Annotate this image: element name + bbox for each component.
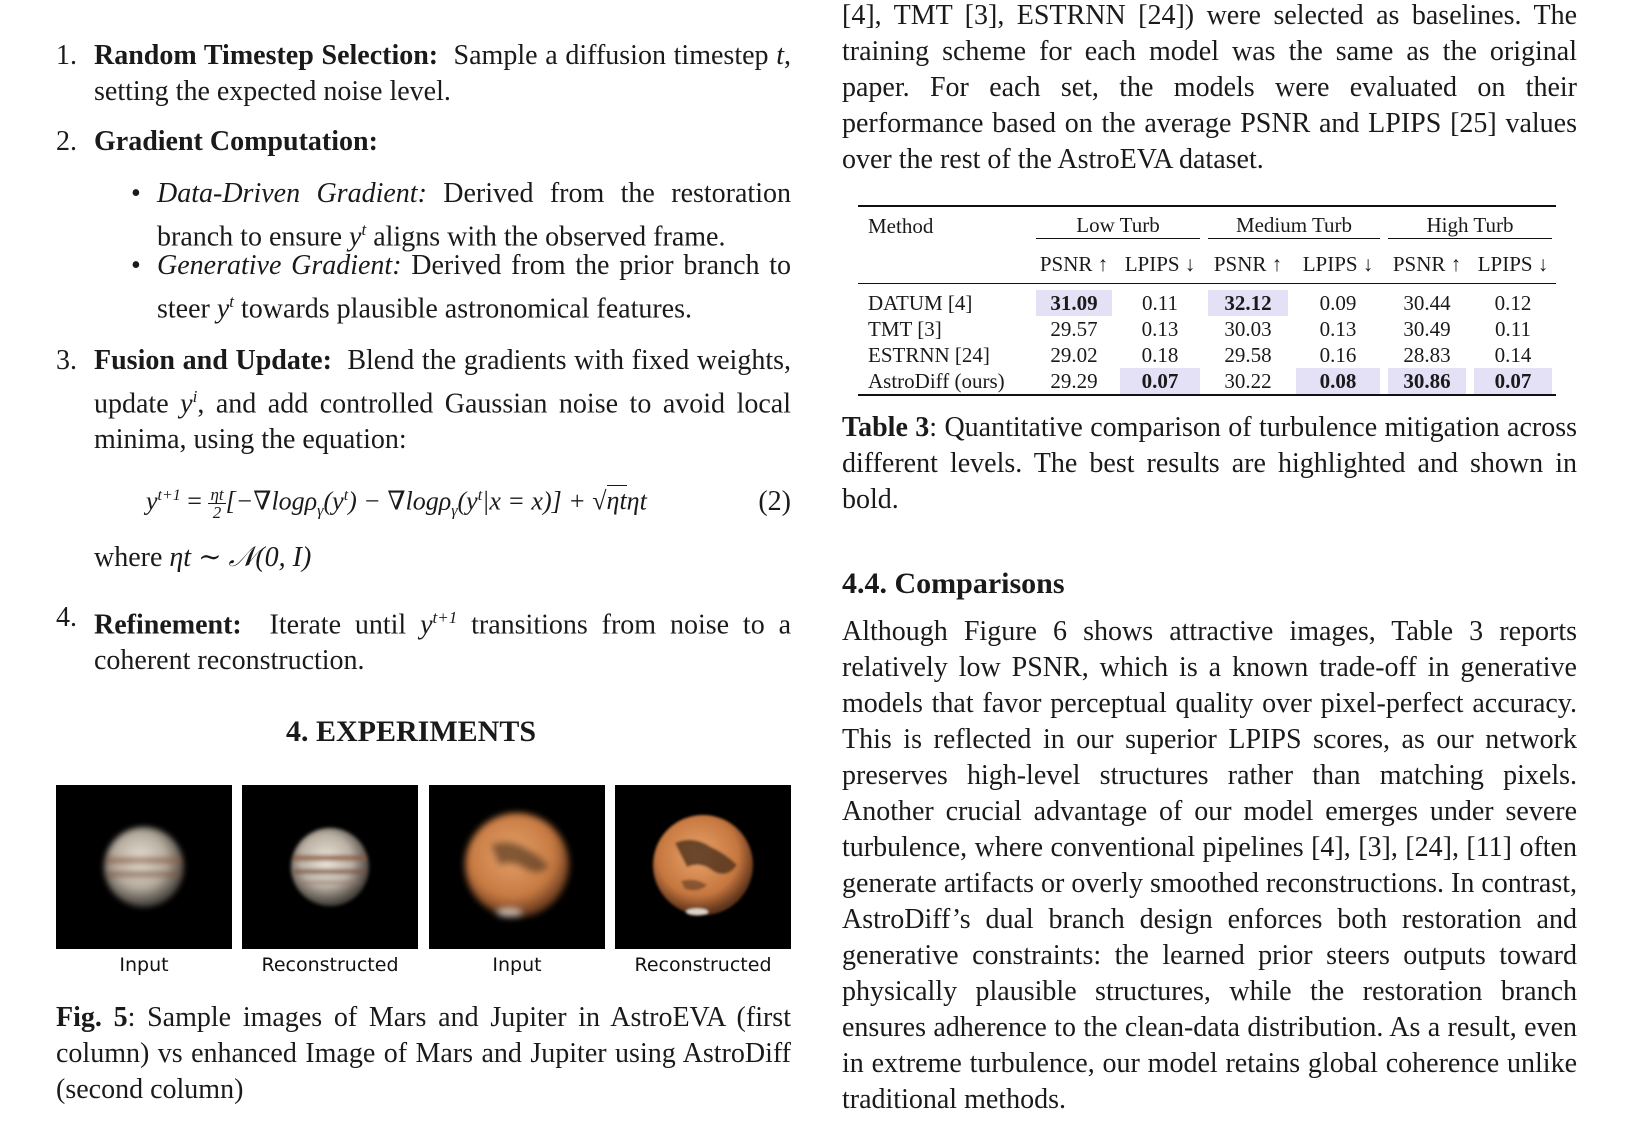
value-cell bbox=[1032, 316, 1116, 342]
step-text: Iterate until bbox=[269, 609, 421, 641]
step-number: 4. bbox=[56, 602, 77, 633]
table-3-caption bbox=[842, 410, 1577, 518]
value-cell bbox=[1032, 342, 1116, 368]
value-cell bbox=[1204, 368, 1292, 395]
section-title-experiments: 4. EXPERIMENTS bbox=[286, 715, 537, 748]
where-math: ηt ∼ 𝒩(0, I) bbox=[169, 542, 312, 573]
value-cell bbox=[1292, 342, 1384, 368]
metric-header: LPIPS ↓ bbox=[1116, 245, 1204, 284]
step-3 bbox=[56, 343, 792, 458]
group-header bbox=[1384, 206, 1556, 245]
value-text: 29.29 bbox=[1050, 369, 1098, 393]
image-label: Input bbox=[119, 954, 169, 976]
value-text: 32.12 bbox=[1208, 290, 1288, 316]
step-4 bbox=[56, 600, 792, 679]
eq-sqrt-arg: ηt bbox=[606, 486, 627, 516]
value-text: 30.49 bbox=[1403, 317, 1451, 341]
math-var: y bbox=[420, 609, 433, 641]
value-text: 0.08 bbox=[1296, 368, 1380, 394]
value-cell bbox=[1116, 316, 1204, 342]
eq-sub: γ bbox=[317, 502, 324, 520]
step-text: , and add controlled Gaussian noise to avoid local minima, using the equation: bbox=[94, 388, 791, 456]
intro-paragraph: [4], TMT [3], ESTRNN [24]) were selected as baselines. The training scheme for each model was the same as the original paper. For each set, the models were evaluated on their performance based on the average PSNR and LPIPS [25] values over the rest of the AstroEVA dataset. bbox=[842, 0, 1577, 175]
value-cell bbox=[1116, 284, 1204, 317]
eq-lhs: y bbox=[146, 486, 158, 516]
value-text: 0.11 bbox=[1495, 317, 1531, 341]
value-cell bbox=[1116, 368, 1204, 395]
value-cell bbox=[1204, 342, 1292, 368]
value-cell bbox=[1292, 284, 1384, 317]
value-text: 0.14 bbox=[1494, 343, 1532, 367]
value-text: 31.09 bbox=[1036, 290, 1112, 316]
value-text: 0.16 bbox=[1319, 343, 1357, 367]
bullet-data-driven bbox=[131, 176, 791, 255]
math-sup: t bbox=[229, 292, 235, 311]
value-text: 0.13 bbox=[1319, 317, 1357, 341]
bullet-dot: • bbox=[131, 250, 141, 281]
eq-lhs-sup: t+1 bbox=[157, 486, 181, 504]
math-sup: t+1 bbox=[432, 608, 458, 627]
caption-text: : Sample images of Mars and Jupiter in AstroEVA (first column) vs enhanced Image of Mars and Jupiter using AstroDiff (second column) bbox=[56, 1002, 791, 1105]
blank-cell bbox=[858, 245, 1032, 284]
group-label: Low Turb bbox=[1036, 213, 1200, 239]
value-text: 0.07 bbox=[1474, 368, 1552, 394]
value-cell bbox=[1292, 316, 1384, 342]
value-text: 29.58 bbox=[1224, 343, 1272, 367]
value-text: 29.02 bbox=[1050, 343, 1098, 367]
value-cell bbox=[1470, 368, 1556, 395]
value-cell bbox=[1204, 316, 1292, 342]
step-text: Blend the gradients with fixed weights, update bbox=[94, 345, 792, 420]
table-row bbox=[858, 316, 1556, 342]
eq-part: ) − ∇logρ bbox=[348, 486, 452, 516]
metric-header: LPIPS ↓ bbox=[1292, 245, 1384, 284]
method-cell: TMT [3] bbox=[868, 317, 942, 341]
value-cell bbox=[1384, 368, 1470, 395]
value-cell bbox=[1032, 284, 1116, 317]
value-cell bbox=[1116, 342, 1204, 368]
equation-body bbox=[146, 486, 647, 521]
value-cell bbox=[1470, 342, 1556, 368]
where-text: where bbox=[94, 542, 170, 573]
math-var: y bbox=[180, 388, 193, 420]
math-var: y bbox=[216, 293, 230, 325]
step-number: 3. bbox=[56, 345, 77, 376]
group-header bbox=[1204, 206, 1384, 245]
table-row bbox=[858, 368, 1556, 395]
eq-sqrt: √ bbox=[592, 486, 607, 516]
jupiter-input-image bbox=[56, 785, 232, 949]
metric-header: LPIPS ↓ bbox=[1470, 245, 1556, 284]
step-text: Sample a diffusion timestep bbox=[453, 40, 777, 71]
method-header: Method bbox=[858, 206, 1032, 245]
equation-2 bbox=[146, 486, 791, 526]
value-text: 30.03 bbox=[1224, 317, 1272, 341]
where-line bbox=[94, 540, 791, 576]
value-cell bbox=[1204, 284, 1292, 317]
group-header bbox=[1032, 206, 1204, 245]
step-title: Refinement: bbox=[94, 609, 242, 641]
step-title: Random Timestep Selection: bbox=[94, 40, 439, 71]
bullet-title: Generative Gradient: bbox=[157, 250, 402, 281]
eq-frac-den: 2 bbox=[212, 503, 222, 522]
eq-sup: t bbox=[477, 486, 483, 504]
group-label: High Turb bbox=[1388, 213, 1552, 239]
metric-header: PSNR ↑ bbox=[1204, 245, 1292, 284]
value-text: 30.86 bbox=[1388, 368, 1466, 394]
bullet-text: aligns with the observed frame. bbox=[366, 221, 726, 253]
method-cell: ESTRNN [24] bbox=[868, 343, 990, 367]
subsection-title-comparisons: 4.4. Comparisons bbox=[842, 567, 1065, 600]
value-text: 30.44 bbox=[1403, 291, 1451, 315]
bullet-title: Data-Driven Gradient: bbox=[157, 178, 427, 209]
value-text: 29.57 bbox=[1050, 317, 1098, 341]
step-number: 2. bbox=[56, 126, 77, 157]
value-text: 28.83 bbox=[1403, 343, 1451, 367]
value-text: 0.12 bbox=[1494, 291, 1532, 315]
caption-label: Fig. 5 bbox=[56, 1002, 128, 1033]
eq-part: (y bbox=[457, 486, 478, 516]
eq-part: (y bbox=[323, 486, 344, 516]
bullet-text: Derived from the prior branch to steer bbox=[157, 250, 792, 325]
metric-header: PSNR ↑ bbox=[1384, 245, 1470, 284]
bullet-dot: • bbox=[131, 178, 141, 209]
step-2 bbox=[56, 124, 791, 160]
jupiter-reconstructed-image bbox=[242, 785, 418, 949]
image-label: Reconstructed bbox=[634, 954, 772, 976]
comparisons-paragraph: Although Figure 6 shows attractive images, Table 3 reports relatively low PSNR, which is a known trade-off in generative models that favor perceptual quality over pixel-perfect accuracy. This is reflected in our superior LPIPS scores, as our network preserves high-level structures rather than matching pixels. Another crucial advantage of our model emerges under severe turbulence, where conventional pipelines [4], [3], [24], [11] often generate artifacts or overly smoothed reconstructions. In contrast, AstroDiff’s dual branch design enforces both restoration and generative constraints: the learned prior steers outputs toward physically plausible structures, while the restoration branch ensures adherence to the clean-data distribution. As a result, even in extreme turbulence, our model retains global coherence unlike traditional methods. bbox=[842, 616, 1577, 1115]
step-number: 1. bbox=[56, 40, 77, 71]
mars-reconstructed-image bbox=[615, 785, 791, 949]
eq-sup: t bbox=[343, 486, 349, 504]
step-title: Gradient Computation: bbox=[94, 126, 378, 157]
metric-header: PSNR ↑ bbox=[1032, 245, 1116, 284]
eq-part: [−∇logρ bbox=[225, 486, 318, 516]
caption-label: Table 3 bbox=[842, 412, 930, 443]
mars-input-image bbox=[429, 785, 605, 949]
value-cell bbox=[1470, 316, 1556, 342]
eq-frac-num: ηt bbox=[210, 485, 224, 504]
bullet-text: towards plausible astronomical features. bbox=[234, 293, 692, 325]
table-row bbox=[858, 284, 1556, 317]
math-sup: t bbox=[361, 220, 367, 239]
math-var: y bbox=[349, 221, 362, 253]
step-text: transitions from noise to a coherent reconstruction. bbox=[94, 609, 792, 677]
value-cell bbox=[1032, 368, 1116, 395]
value-cell bbox=[1292, 368, 1384, 395]
value-cell bbox=[1470, 284, 1556, 317]
method-cell: DATUM [4] bbox=[868, 291, 973, 315]
eq-fraction bbox=[208, 486, 225, 521]
value-text: 30.22 bbox=[1224, 369, 1272, 393]
value-text: 0.09 bbox=[1319, 291, 1357, 315]
value-text: 0.18 bbox=[1141, 343, 1179, 367]
eq-part: ηt bbox=[626, 486, 647, 516]
figure-5-caption bbox=[56, 1000, 791, 1108]
image-label: Input bbox=[492, 954, 542, 976]
math-sup: i bbox=[192, 387, 198, 406]
math-var: t bbox=[776, 40, 784, 71]
image-label: Reconstructed bbox=[261, 954, 399, 976]
value-cell bbox=[1384, 316, 1470, 342]
value-text: 0.07 bbox=[1120, 368, 1200, 394]
bullet-text: Derived from the restoration branch to ensure bbox=[157, 178, 791, 253]
equation-number: (2) bbox=[758, 486, 791, 517]
value-cell bbox=[1384, 342, 1470, 368]
step-1 bbox=[56, 38, 791, 110]
step-title: Fusion and Update: bbox=[94, 345, 332, 376]
eq-sub: γ bbox=[451, 502, 458, 520]
eq-part: |x = x)] + bbox=[482, 486, 593, 516]
value-cell bbox=[1384, 284, 1470, 317]
method-cell: AstroDiff (ours) bbox=[858, 368, 1032, 395]
bullet-generative bbox=[131, 248, 792, 327]
caption-text: : Quantitative comparison of turbulence mitigation across different levels. The best results are highlighted and shown in bold. bbox=[842, 412, 1577, 515]
table-row bbox=[858, 342, 1556, 368]
results-table bbox=[858, 205, 1556, 396]
step-text: , setting the expected noise level. bbox=[94, 40, 791, 107]
eq-equals: = bbox=[180, 486, 209, 516]
value-text: 0.13 bbox=[1141, 317, 1179, 341]
value-text: 0.11 bbox=[1142, 291, 1178, 315]
group-label: Medium Turb bbox=[1208, 213, 1380, 239]
